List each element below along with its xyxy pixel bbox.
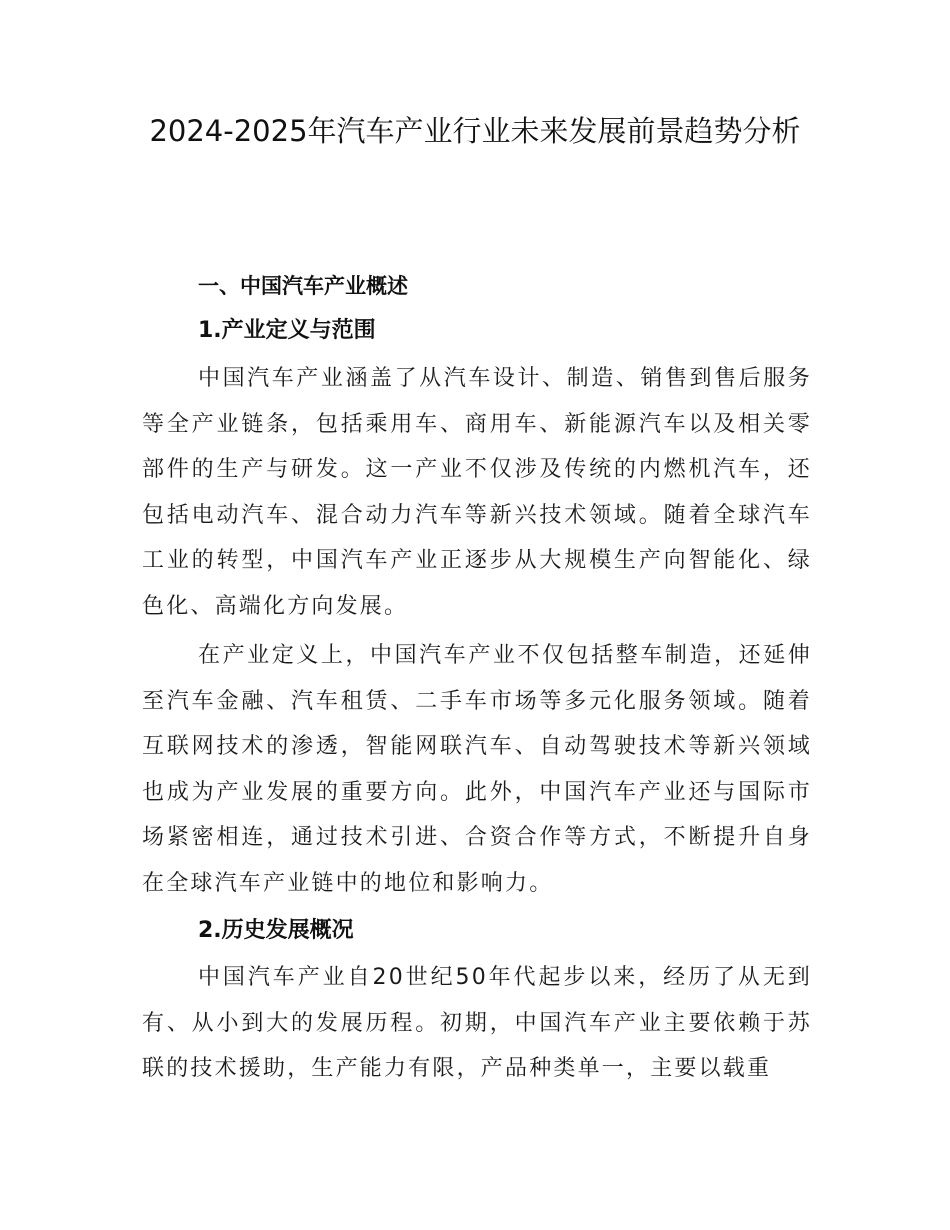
- subsection-heading-history: 2.历史发展概况: [198, 918, 354, 943]
- paragraph-definition: 中国汽车产业涵盖了从汽车设计、制造、销售到售后服务等全产业链条，包括乘用车、商用车、新能源汽车以及相关零部件的生产与研发。这一产业不仅涉及传统的内燃机汽车，还包括电动汽车、混合动力汽车等新兴技术领域。随着全球汽车工业的转型，中国汽车产业正逐步从大规模生产向智能化、绿色化、高端化方向发展。: [142, 366, 812, 619]
- paragraph-history: 中国汽车产业自20世纪50年代起步以来，经历了从无到有、从小到大的发展历程。初期，中国汽车产业主要依赖于苏联的技术援助，生产能力有限，产品种类单一，主要以载重: [142, 965, 812, 1081]
- document-title: 2024-2025年汽车产业行业未来发展前景趋势分析: [149, 114, 801, 148]
- subsection-heading-definition: 1.产业定义与范围: [198, 318, 376, 343]
- paragraph-scope: 在产业定义上，中国汽车产业不仅包括整车制造，还延伸至汽车金融、汽车租赁、二手车市场等多元化服务领域。随着互联网技术的渗透，智能网联汽车、自动驾驶技术等新兴领域也成为产业发展的重要方向。此外，中国汽车产业还与国际市场紧密相连，通过技术引进、合资合作等方式，不断提升自身在全球汽车产业链中的地位和影响力。: [142, 643, 812, 896]
- section-heading: 一、中国汽车产业概述: [198, 274, 408, 298]
